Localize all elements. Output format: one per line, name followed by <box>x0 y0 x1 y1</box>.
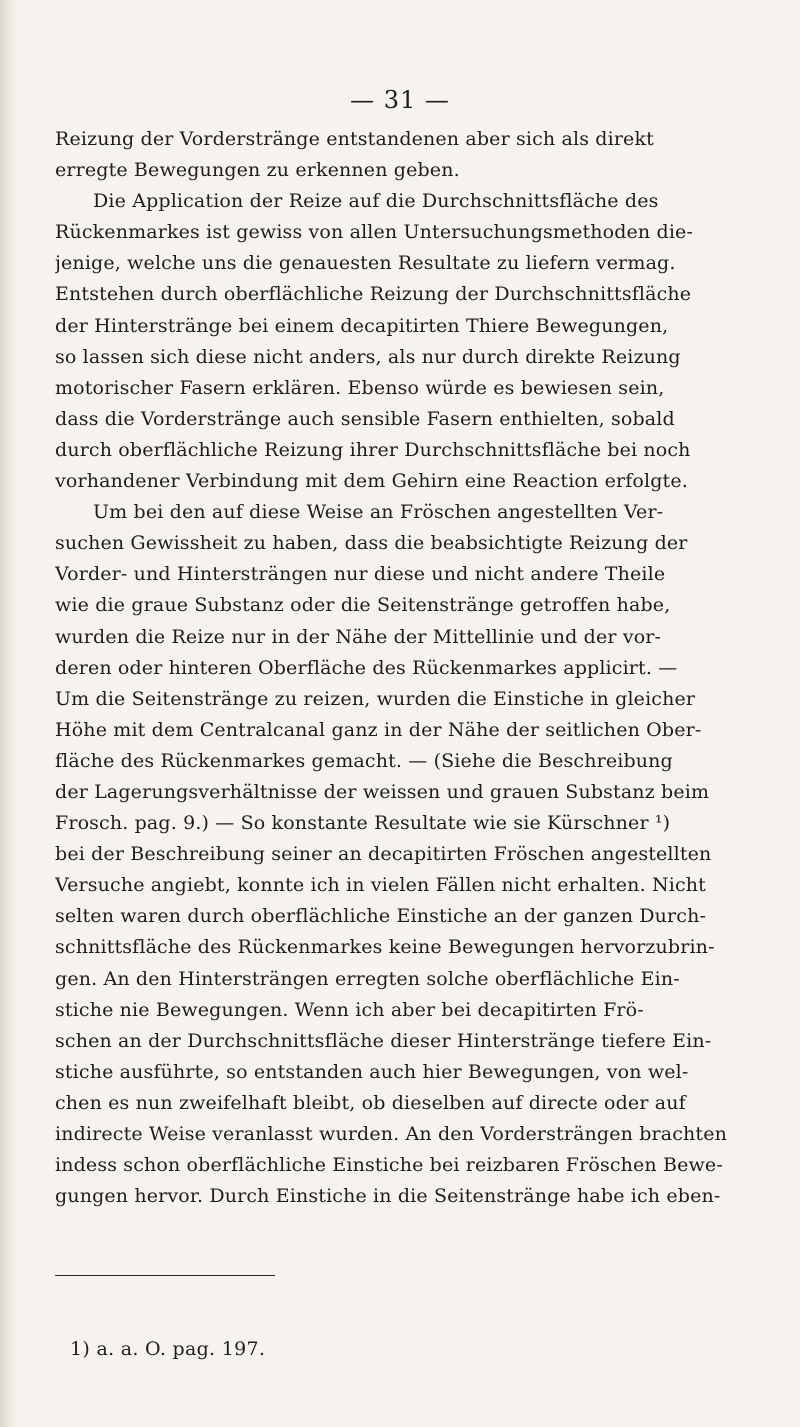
text-line: stiche ausführte, so entstanden auch hier Bewegungen, von wel- <box>55 1060 689 1083</box>
text-line: selten waren durch oberflächliche Einstiche an der ganzen Durch- <box>55 905 707 928</box>
text-line: Entstehen durch oberflächliche Reizung der Durchschnittsfläche <box>55 283 692 306</box>
text-line: vorhandener Verbindung mit dem Gehirn eine Reaction erfolgte. <box>55 470 688 493</box>
text-line: gungen hervor. Durch Einstiche in die Seitenstränge habe ich eben- <box>55 1185 721 1208</box>
page-binding-edge <box>0 0 18 1427</box>
text-line: dass die Vorderstränge auch sensible Fasern enthielten, sobald <box>55 407 675 430</box>
text-line: Frosch. pag. 9.) — So konstante Resultate wie sie Kürschner ¹) <box>55 812 671 835</box>
text-line: chen es nun zweifelhaft bleibt, ob dieselben auf directe oder auf <box>55 1091 686 1114</box>
text-line: Die Application der Reize auf die Durchschnittsfläche des <box>93 190 659 213</box>
text-line: der Lagerungsverhältnisse der weissen und grauen Substanz beim <box>55 780 710 803</box>
text-line: wie die graue Substanz oder die Seitenstränge getroffen habe, <box>55 594 671 617</box>
footnote: 1) a. a. O. pag. 197. <box>70 1338 266 1360</box>
text-line: suchen Gewissheit zu haben, dass die beabsichtigte Reizung der <box>55 532 688 555</box>
text-line: Höhe mit dem Centralcanal ganz in der Nähe der seitlichen Ober- <box>55 718 702 741</box>
text-line: motorischer Fasern erklären. Ebenso würde es bewiesen sein, <box>55 376 665 399</box>
text-line: Um bei den auf diese Weise an Fröschen angestellten Ver- <box>93 501 664 524</box>
text-line: Um die Seitenstränge zu reizen, wurden die Einstiche in gleicher <box>55 687 696 710</box>
text-line: jenige, welche uns die genauesten Resultate zu liefern vermag. <box>55 252 676 275</box>
text-line: schen an der Durchschnittsfläche dieser Hinterstränge tiefere Ein- <box>55 1029 712 1052</box>
text-line: Vorder- und Hintersträngen nur diese und nicht andere Theile <box>55 563 666 586</box>
page-number: — 31 — <box>350 86 450 114</box>
text-line: Versuche angiebt, konnte ich in vielen Fällen nicht erhalten. Nicht <box>55 874 706 897</box>
text-line: fläche des Rückenmarkes gemacht. — (Siehe die Beschreibung <box>55 749 673 772</box>
text-line: gen. An den Hintersträngen erregten solche oberflächliche Ein- <box>55 967 680 990</box>
text-line: stiche nie Bewegungen. Wenn ich aber bei decapitirten Frö- <box>55 998 644 1021</box>
text-line: durch oberflächliche Reizung ihrer Durchschnittsfläche bei noch <box>55 438 691 461</box>
text-line: Rückenmarkes ist gewiss von allen Untersuchungsmethoden die- <box>55 221 694 244</box>
text-line: indirecte Weise veranlasst wurden. An den Vordersträngen brachten <box>55 1123 727 1145</box>
text-line: der Hinterstränge bei einem decapitirten Thiere Bewegungen, <box>55 314 669 337</box>
text-line: schnittsfläche des Rückenmarkes keine Bewegungen hervorzubrin- <box>55 936 715 959</box>
text-line: erregte Bewegungen zu erkennen geben. <box>55 159 460 182</box>
text-line: wurden die Reize nur in der Nähe der Mittellinie und der vor- <box>55 625 662 648</box>
text-line: so lassen sich diese nicht anders, als nur durch direkte Reizung <box>55 345 681 368</box>
text-line: deren oder hinteren Oberfläche des Rückenmarkes applicirt. — <box>55 656 678 679</box>
text-line: bei der Beschreibung seiner an decapitirten Fröschen angestellten <box>55 843 712 866</box>
text-line: Reizung der Vorderstränge entstandenen aber sich als direkt <box>55 128 654 150</box>
body-text <box>55 124 771 1212</box>
text-line: indess schon oberflächliche Einstiche bei reizbaren Fröschen Bewe- <box>55 1154 723 1177</box>
footnote-divider <box>55 1275 275 1276</box>
